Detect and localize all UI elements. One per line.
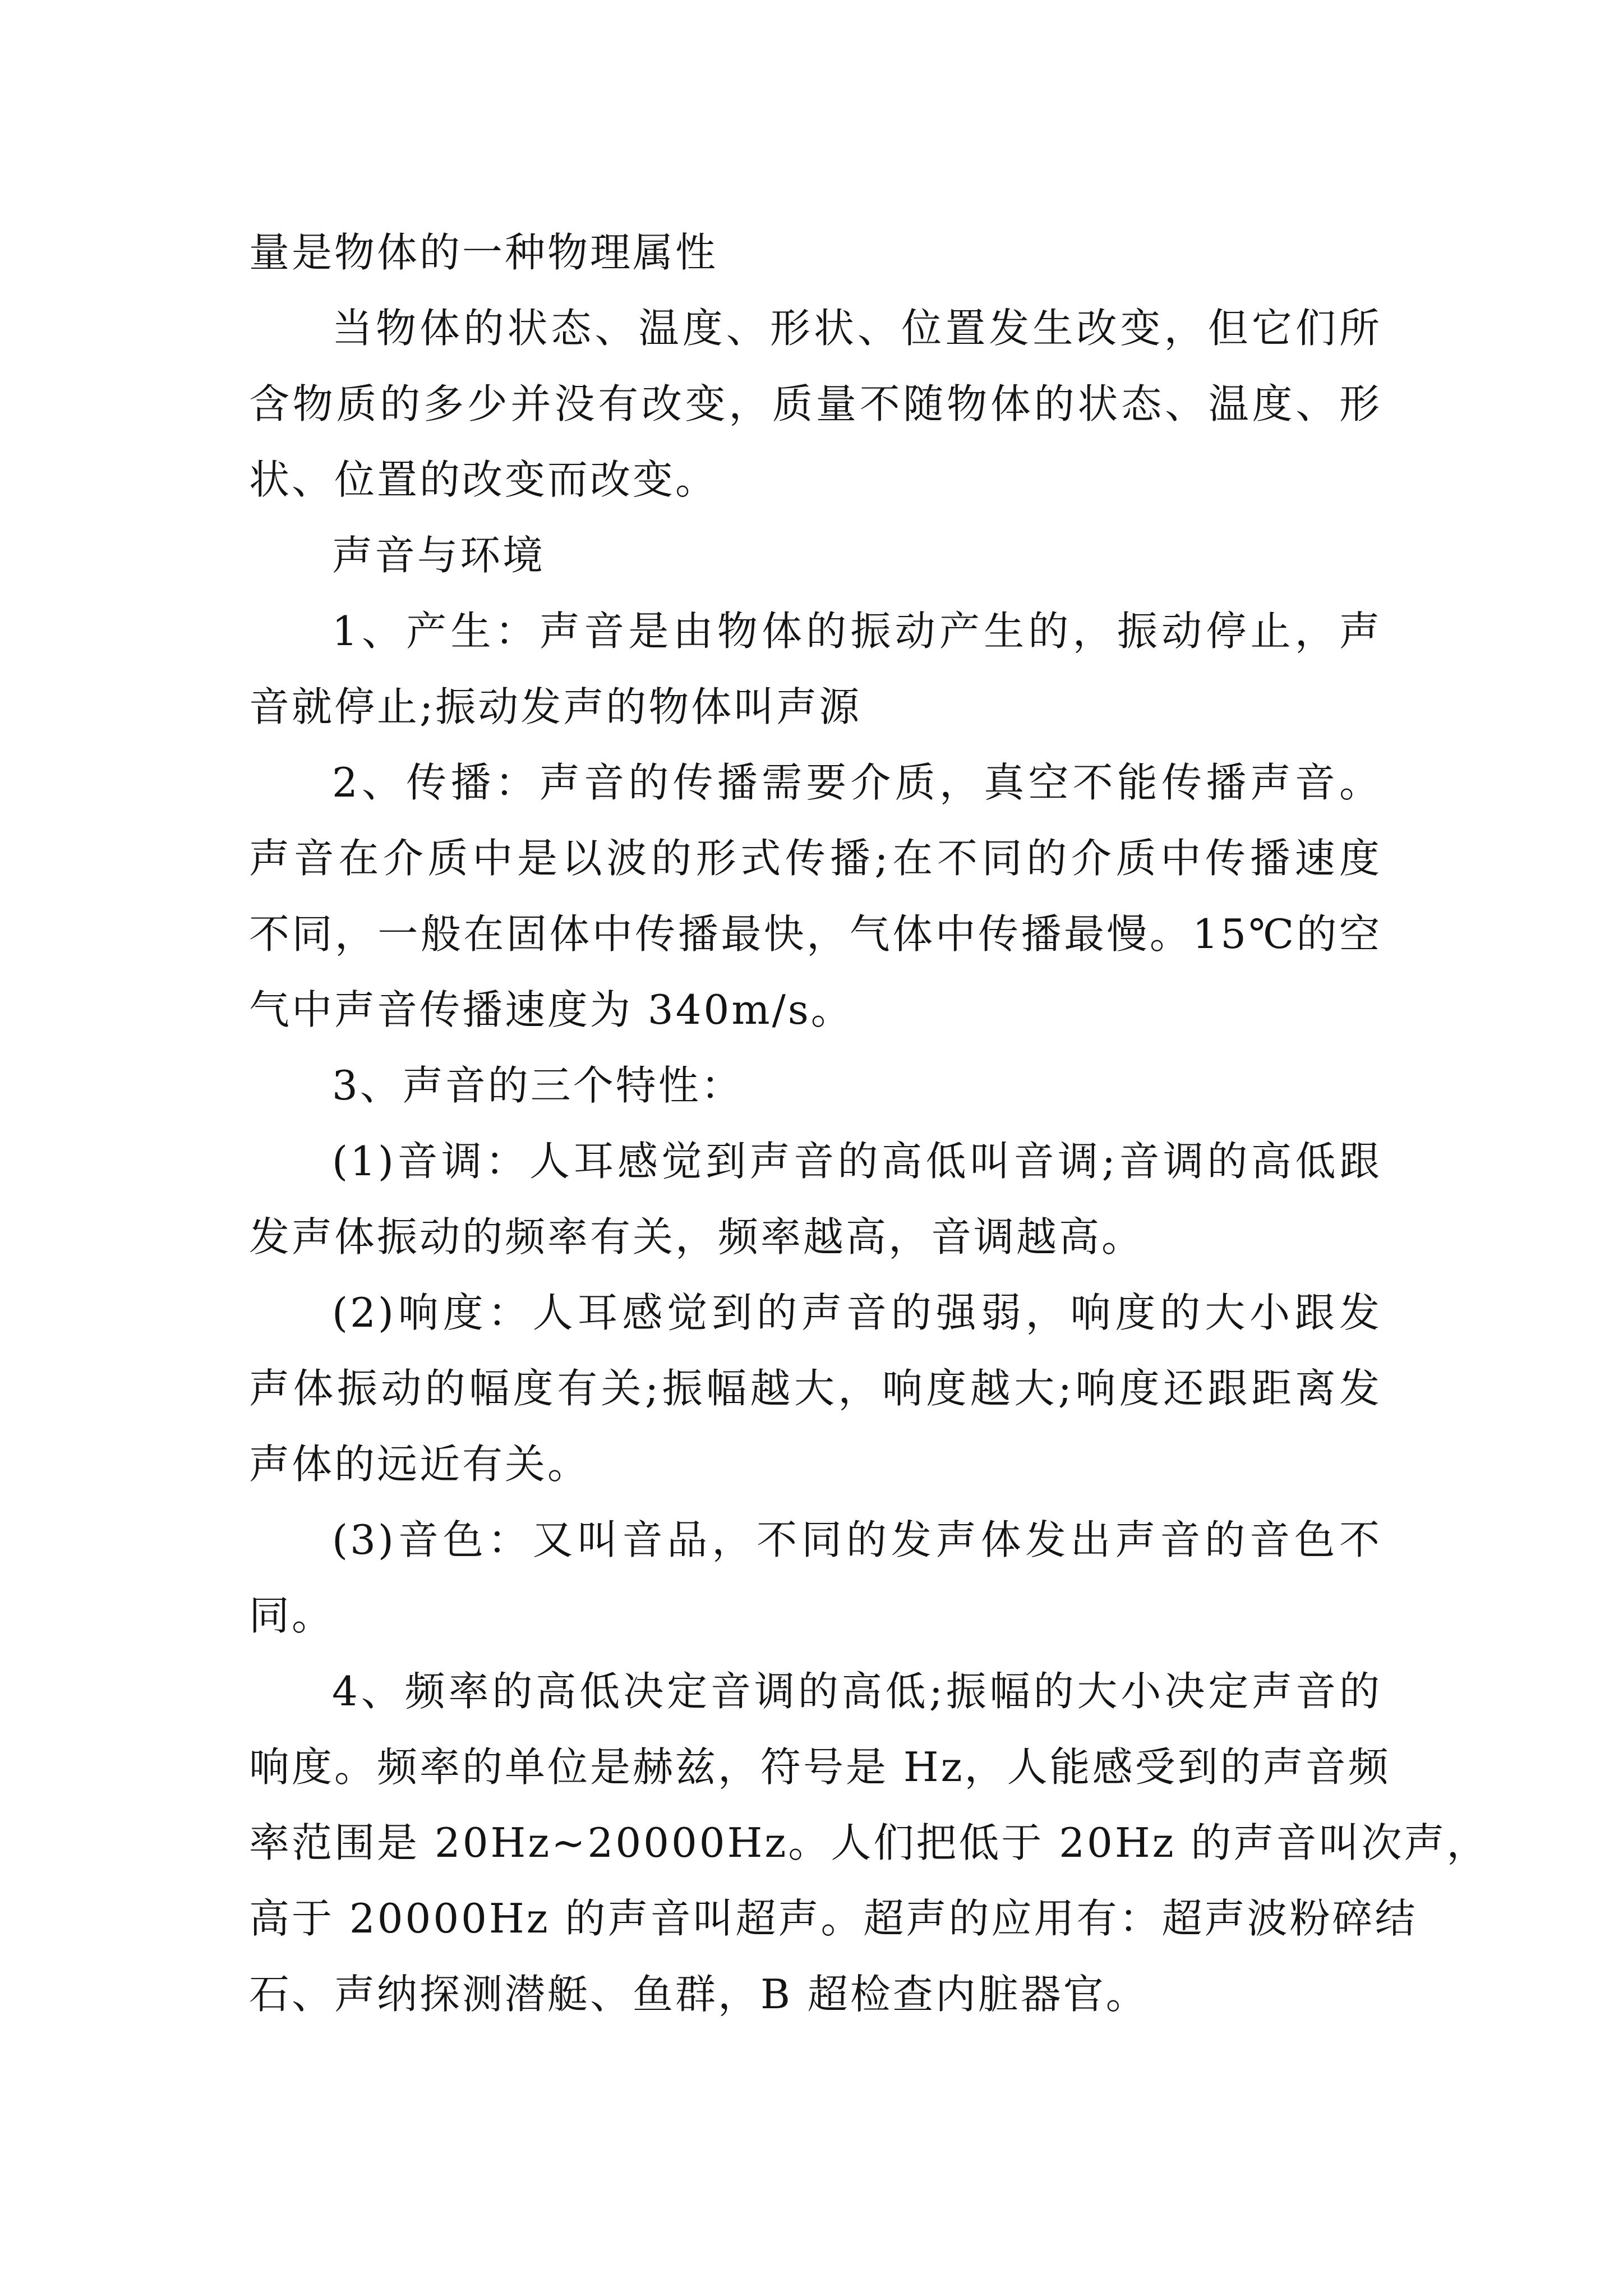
text-line: 音就停止;振动发声的物体叫声源 [249, 683, 862, 730]
text-line: 响度。频率的单位是赫兹，符号是 Hz，人能感受到的声音频 [249, 1743, 1391, 1791]
text-line: 当物体的状态、温度、形状、位置发生改变，但它们所 [332, 305, 1382, 352]
text-line: 石、声纳探测潜艇、鱼群，B 超检查内脏器官。 [249, 1971, 1149, 2018]
text-line: 含物质的多少并没有改变，质量不随物体的状态、温度、形 [249, 380, 1382, 427]
text-line: 2、传播：声音的传播需要介质，真空不能传播声音。 [332, 759, 1382, 806]
text-line: 1、产生：声音是由物体的振动产生的，振动停止，声 [332, 608, 1382, 655]
section-heading: 声音与环境 [332, 532, 546, 579]
text-line: 同。 [249, 1592, 335, 1639]
text-line: 率范围是 20Hz~20000Hz。人们把低于 20Hz 的声音叫次声， [249, 1819, 1490, 1866]
text-line: 声音在介质中是以波的形式传播;在不同的介质中传播速度 [249, 835, 1382, 882]
text-line: 高于 20000Hz 的声音叫超声。超声的应用有：超声波粉碎结 [249, 1895, 1418, 1942]
text-line: (3)音色：又叫音品，不同的发声体发出声音的音色不 [332, 1516, 1382, 1563]
text-line: 状、位置的改变而改变。 [249, 456, 718, 503]
text-line: 气中声音传播速度为 340m/s。 [249, 986, 854, 1033]
text-line: 声体振动的幅度有关;振幅越大，响度越大;响度还跟距离发 [249, 1365, 1382, 1412]
text-line: 4、频率的高低决定音调的高低;振幅的大小决定声音的 [332, 1668, 1382, 1715]
text-line: 不同，一般在固体中传播最快，气体中传播最慢。15℃的空 [249, 910, 1382, 958]
text-line: (2)响度：人耳感觉到的声音的强弱，响度的大小跟发 [332, 1289, 1382, 1336]
text-line: 发声体振动的频率有关，频率越高，音调越高。 [249, 1213, 1145, 1260]
text-line: (1)音调：人耳感觉到声音的高低叫音调;音调的高低跟 [332, 1138, 1382, 1185]
text-line: 3、声音的三个特性： [332, 1062, 744, 1109]
text-line: 量是物体的一种物理属性 [249, 229, 718, 276]
text-line: 声体的远近有关。 [249, 1441, 591, 1488]
